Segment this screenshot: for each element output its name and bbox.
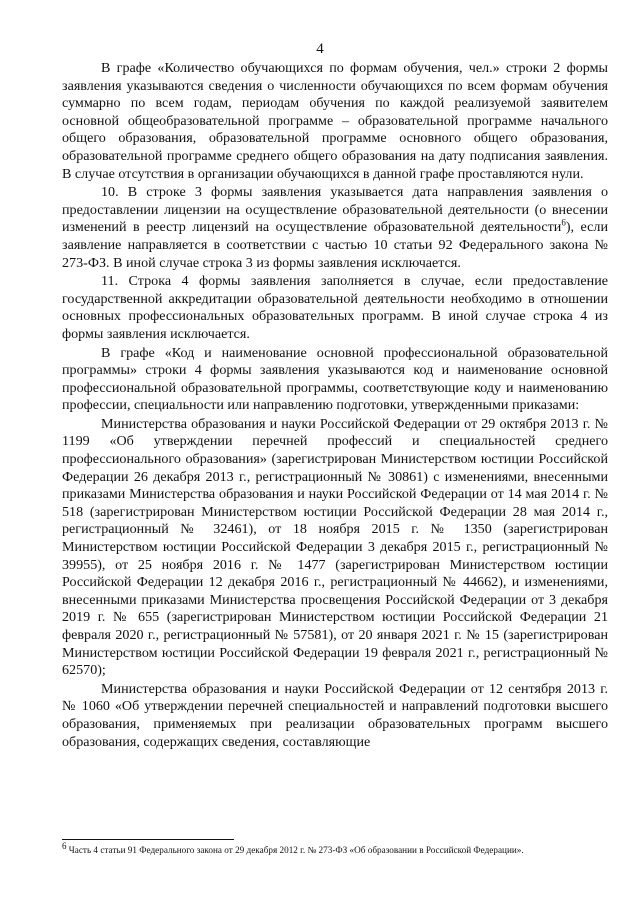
paragraph-item-10-text: 10. В строке 3 формы заявления указывается дата направления заявления о предоставлении лицензии на осуществление образовательной деятельности (о внесении изменений в реестр лицензий на осуществление образовательной деятельности (62, 184, 608, 236)
footnote (62, 840, 608, 856)
paragraph-form-count: В графе «Количество обучающихся по формам обучения, чел.» строки 2 формы заявления указываются сведения о численности обучающихся по всем формам обучения суммарно по всем годам, периодам обучения по каждой реализуемой заявителем основной общеобразовательной программе – образовательной программе начального общего образования, образовательной программе основного общего образования, образовательной программе среднего общего образования на дату подписания заявления. В случае отсутствия в организации обучающихся в данной графе проставляются нули. (62, 60, 608, 182)
paragraph-item-11: 11. Строка 4 формы заявления заполняется в случае, если предоставление государственной аккредитации образовательной деятельности необходимо в отношении основных профессиональных образовательных программ. В иной случае строка 4 из формы заявления исключается. (62, 273, 608, 342)
footnote-mark: 6 (62, 840, 67, 851)
footnote-reference: 6 (561, 217, 566, 228)
footnote-text: Часть 4 статьи 91 Федерального закона от 29 декабря 2012 г. № 273-ФЗ «Об образовании в Российской Федерации». (66, 845, 524, 855)
page-number: 4 (316, 41, 324, 57)
paragraph-item-10-tail: ), если заявление направляется в соответствии с частью 10 статьи 92 Федерального закона № 273-ФЗ. В иной случае строка 3 из формы заявления исключается. (62, 219, 608, 271)
document-body (62, 60, 608, 751)
footnote-divider (62, 839, 234, 840)
paragraph-order-1199: Министерства образования и науки Российской Федерации от 29 октября 2013 г. № 1199 «Об утверждении перечней профессий и специальностей среднего профессионального образования» (зарегистрирован Министерством юстиции Российской Федерации 26 декабря 2013 г., регистрационный № 30861) с изменениями, внесенными приказами Министерства образования и науки Российской Федерации от 14 мая 2014 г. № 518 (зарегистрирован Министерством юстиции Российской Федерации 28 мая 2014 г., регистрационный № 32461), от 18 ноября 2015 г. № 1350 (зарегистрирован Министерством юстиции Российской Федерации 3 декабря 2015 г., регистрационный № 39955), от 25 ноября 2016 г. № 1477 (зарегистрирован Министерством юстиции Российской Федерации 12 декабря 2016 г., регистрационный № 44662), и изменениями, внесенными приказами Министерства просвещения Российской Федерации от 3 декабря 2019 г. № 655 (зарегистрирован Министерством юстиции Российской Федерации 21 февраля 2020 г., регистрационный № 57581), от 20 января 2021 г. № 15 (зарегистрирован Министерством юстиции Российской Федерации 19 февраля 2021 г., регистрационный № 62570); (62, 415, 608, 679)
paragraph-program-code: В графе «Код и наименование основной профессиональной образовательной программы» строки 4 формы заявления указываются код и наименование основной профессиональной образовательной программы, соответствующие коду и наименованию профессии, специальности или направлению подготовки, утвержденными приказами: (62, 344, 608, 414)
paragraph-order-1060: Министерства образования и науки Российской Федерации от 12 сентября 2013 г. № 1060 «Об утверждении перечней специальностей и направлений подготовки высшего образования, применяемых при реализации образовательных программ высшего образования, содержащих сведения, составляющие (62, 680, 608, 750)
paragraph-item-10 (62, 184, 608, 272)
